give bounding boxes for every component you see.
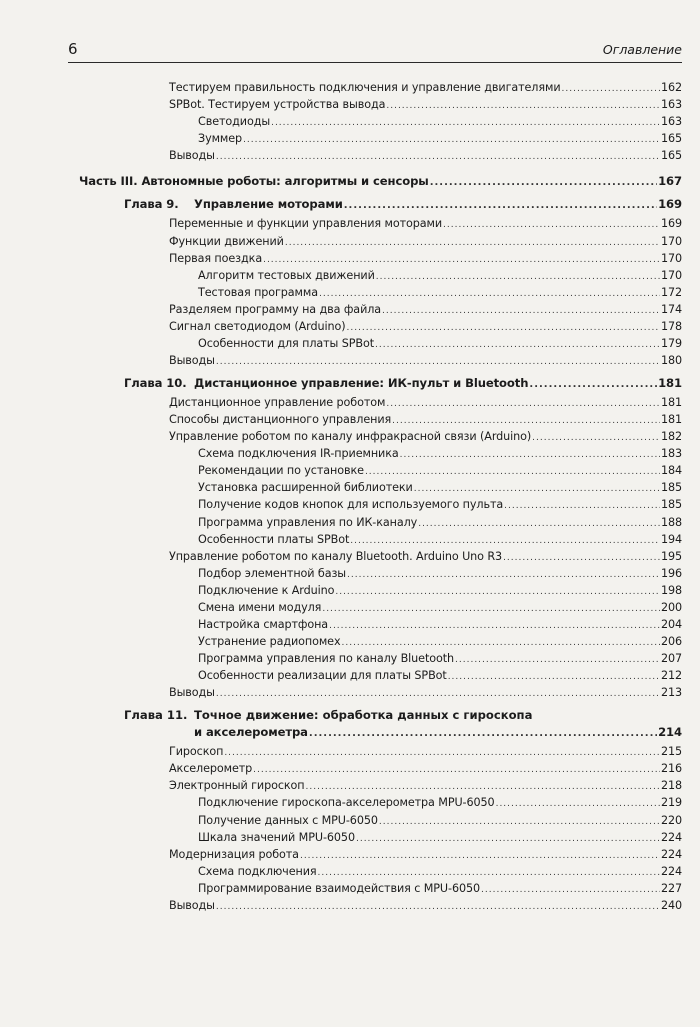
toc-entry[interactable]: Схема подключения ..... 224 [0, 863, 700, 880]
toc-entry[interactable]: Выводы ..... 213 [0, 684, 700, 701]
toc-page: 163 [660, 98, 682, 112]
toc-entry[interactable]: Алгоритм тестовых движений ..... 170 [0, 267, 700, 284]
toc-entry[interactable]: Сигнал светодиодом (Arduino) ..... 178 [0, 318, 700, 335]
toc-entry[interactable]: Получение кодов кнопок для используемого пульта ..... 185 [0, 496, 700, 513]
toc-entry[interactable]: SPBot. Тестируем устройства вывода ..... 163 [0, 96, 700, 113]
toc-entry[interactable]: Тестовая программа ..... 172 [0, 284, 700, 301]
toc-entry[interactable]: Переменные и функции управления моторами ..... 169 [0, 215, 700, 232]
toc-entry[interactable]: Электронный гироскоп ..... 218 [0, 777, 700, 794]
toc-entry[interactable]: Программа управления по каналу Bluetooth ..... 207 [0, 650, 700, 667]
toc-entry[interactable]: Выводы ..... 165 [0, 147, 700, 164]
toc-entry[interactable]: Способы дистанционного управления ..... 181 [0, 411, 700, 428]
toc-entry[interactable]: Устранение радиопомех ..... 206 [0, 633, 700, 650]
toc-entry[interactable]: Установка расширенной библиотеки ..... 185 [0, 479, 700, 496]
toc-entry[interactable]: Акселерометр ..... 216 [0, 760, 700, 777]
toc-page: 167 [658, 174, 682, 189]
toc-entry[interactable]: Особенности реализации для платы SPBot ..... 212 [0, 667, 700, 684]
toc-entry[interactable]: Настройка смартфона ..... 204 [0, 616, 700, 633]
running-title: Оглавление [602, 42, 682, 57]
toc-part-heading[interactable]: Часть III. Автономные роботы: алгоритмы и сенсоры ..... 167 [0, 173, 700, 190]
toc-entry[interactable]: Разделяем программу на два файла ..... 174 [0, 301, 700, 318]
toc-entry[interactable]: Программирование взаимодействия с MPU-6050 ..... 227 [0, 880, 700, 897]
toc-chapter-heading[interactable]: Глава 9. Управление моторами ..... 169 [0, 196, 700, 213]
toc-entry[interactable]: Рекомендации по установке ..... 184 [0, 462, 700, 479]
toc-entry[interactable]: Дистанционное управление роботом ..... 181 [0, 394, 700, 411]
toc-entry[interactable]: Гироскоп ..... 215 [0, 743, 700, 760]
toc-page: 214 [658, 725, 682, 740]
toc-entry[interactable]: Подключение к Arduino ..... 198 [0, 582, 700, 599]
toc-entry[interactable]: Первая поездка ..... 170 [0, 250, 700, 267]
toc-entry[interactable]: Схема подключения IR-приемника ..... 183 [0, 445, 700, 462]
toc-page: 162 [660, 81, 682, 94]
toc-page: 165 [660, 149, 682, 163]
toc-page: 181 [658, 376, 682, 390]
page-header [68, 40, 682, 63]
toc-entry[interactable]: Особенности платы SPBot ..... 194 [0, 531, 700, 548]
toc-entry[interactable]: Получение данных с MPU-6050 ..... 220 [0, 812, 700, 829]
toc-entry[interactable]: Особенности для платы SPBot ..... 179 [0, 335, 700, 352]
toc-entry[interactable]: Управление роботом по каналу Bluetooth. Arduino Uno R3 ..... 195 [0, 548, 700, 565]
toc-entry[interactable]: Управление роботом по каналу инфракрасной связи (Arduino) ..... 182 [0, 428, 700, 445]
toc-page: 163 [660, 115, 682, 129]
toc-entry[interactable]: Подключение гироскопа-акселерометра MPU-6050 ..... 219 [0, 794, 700, 811]
page-number: 6 [68, 40, 78, 58]
toc-chapter-heading[interactable]: Глава 11. Точное движение: обработка данных с гироскопа и акселерометра ..... 214 [0, 707, 700, 741]
toc-entry[interactable]: Функции движений ..... 170 [0, 233, 700, 250]
toc-entry[interactable]: Выводы ..... 240 [0, 897, 700, 914]
table-of-contents [0, 79, 700, 914]
toc-entry[interactable]: Зуммер ..... 165 [0, 130, 700, 147]
toc-entry[interactable]: Светодиоды ..... 163 [0, 113, 700, 130]
toc-page: 169 [658, 197, 682, 212]
toc-chapter-heading[interactable]: Глава 10. Дистанционное управление: ИК-пульт и Bluetooth ..... 181 [0, 375, 700, 392]
toc-entry[interactable]: Шкала значений MPU-6050 ..... 224 [0, 829, 700, 846]
toc-entry[interactable]: Подбор элементной базы ..... 196 [0, 565, 700, 582]
toc-entry[interactable]: Тестируем правильность подключения и управление двигателями ..... 162 [0, 79, 700, 96]
toc-entry[interactable]: Смена имени модуля ..... 200 [0, 599, 700, 616]
toc-entry[interactable]: Модернизация робота ..... 224 [0, 846, 700, 863]
toc-page: 165 [660, 132, 682, 146]
toc-entry[interactable]: Выводы ..... 180 [0, 352, 700, 369]
toc-entry[interactable]: Программа управления по ИК-каналу ..... 188 [0, 514, 700, 531]
